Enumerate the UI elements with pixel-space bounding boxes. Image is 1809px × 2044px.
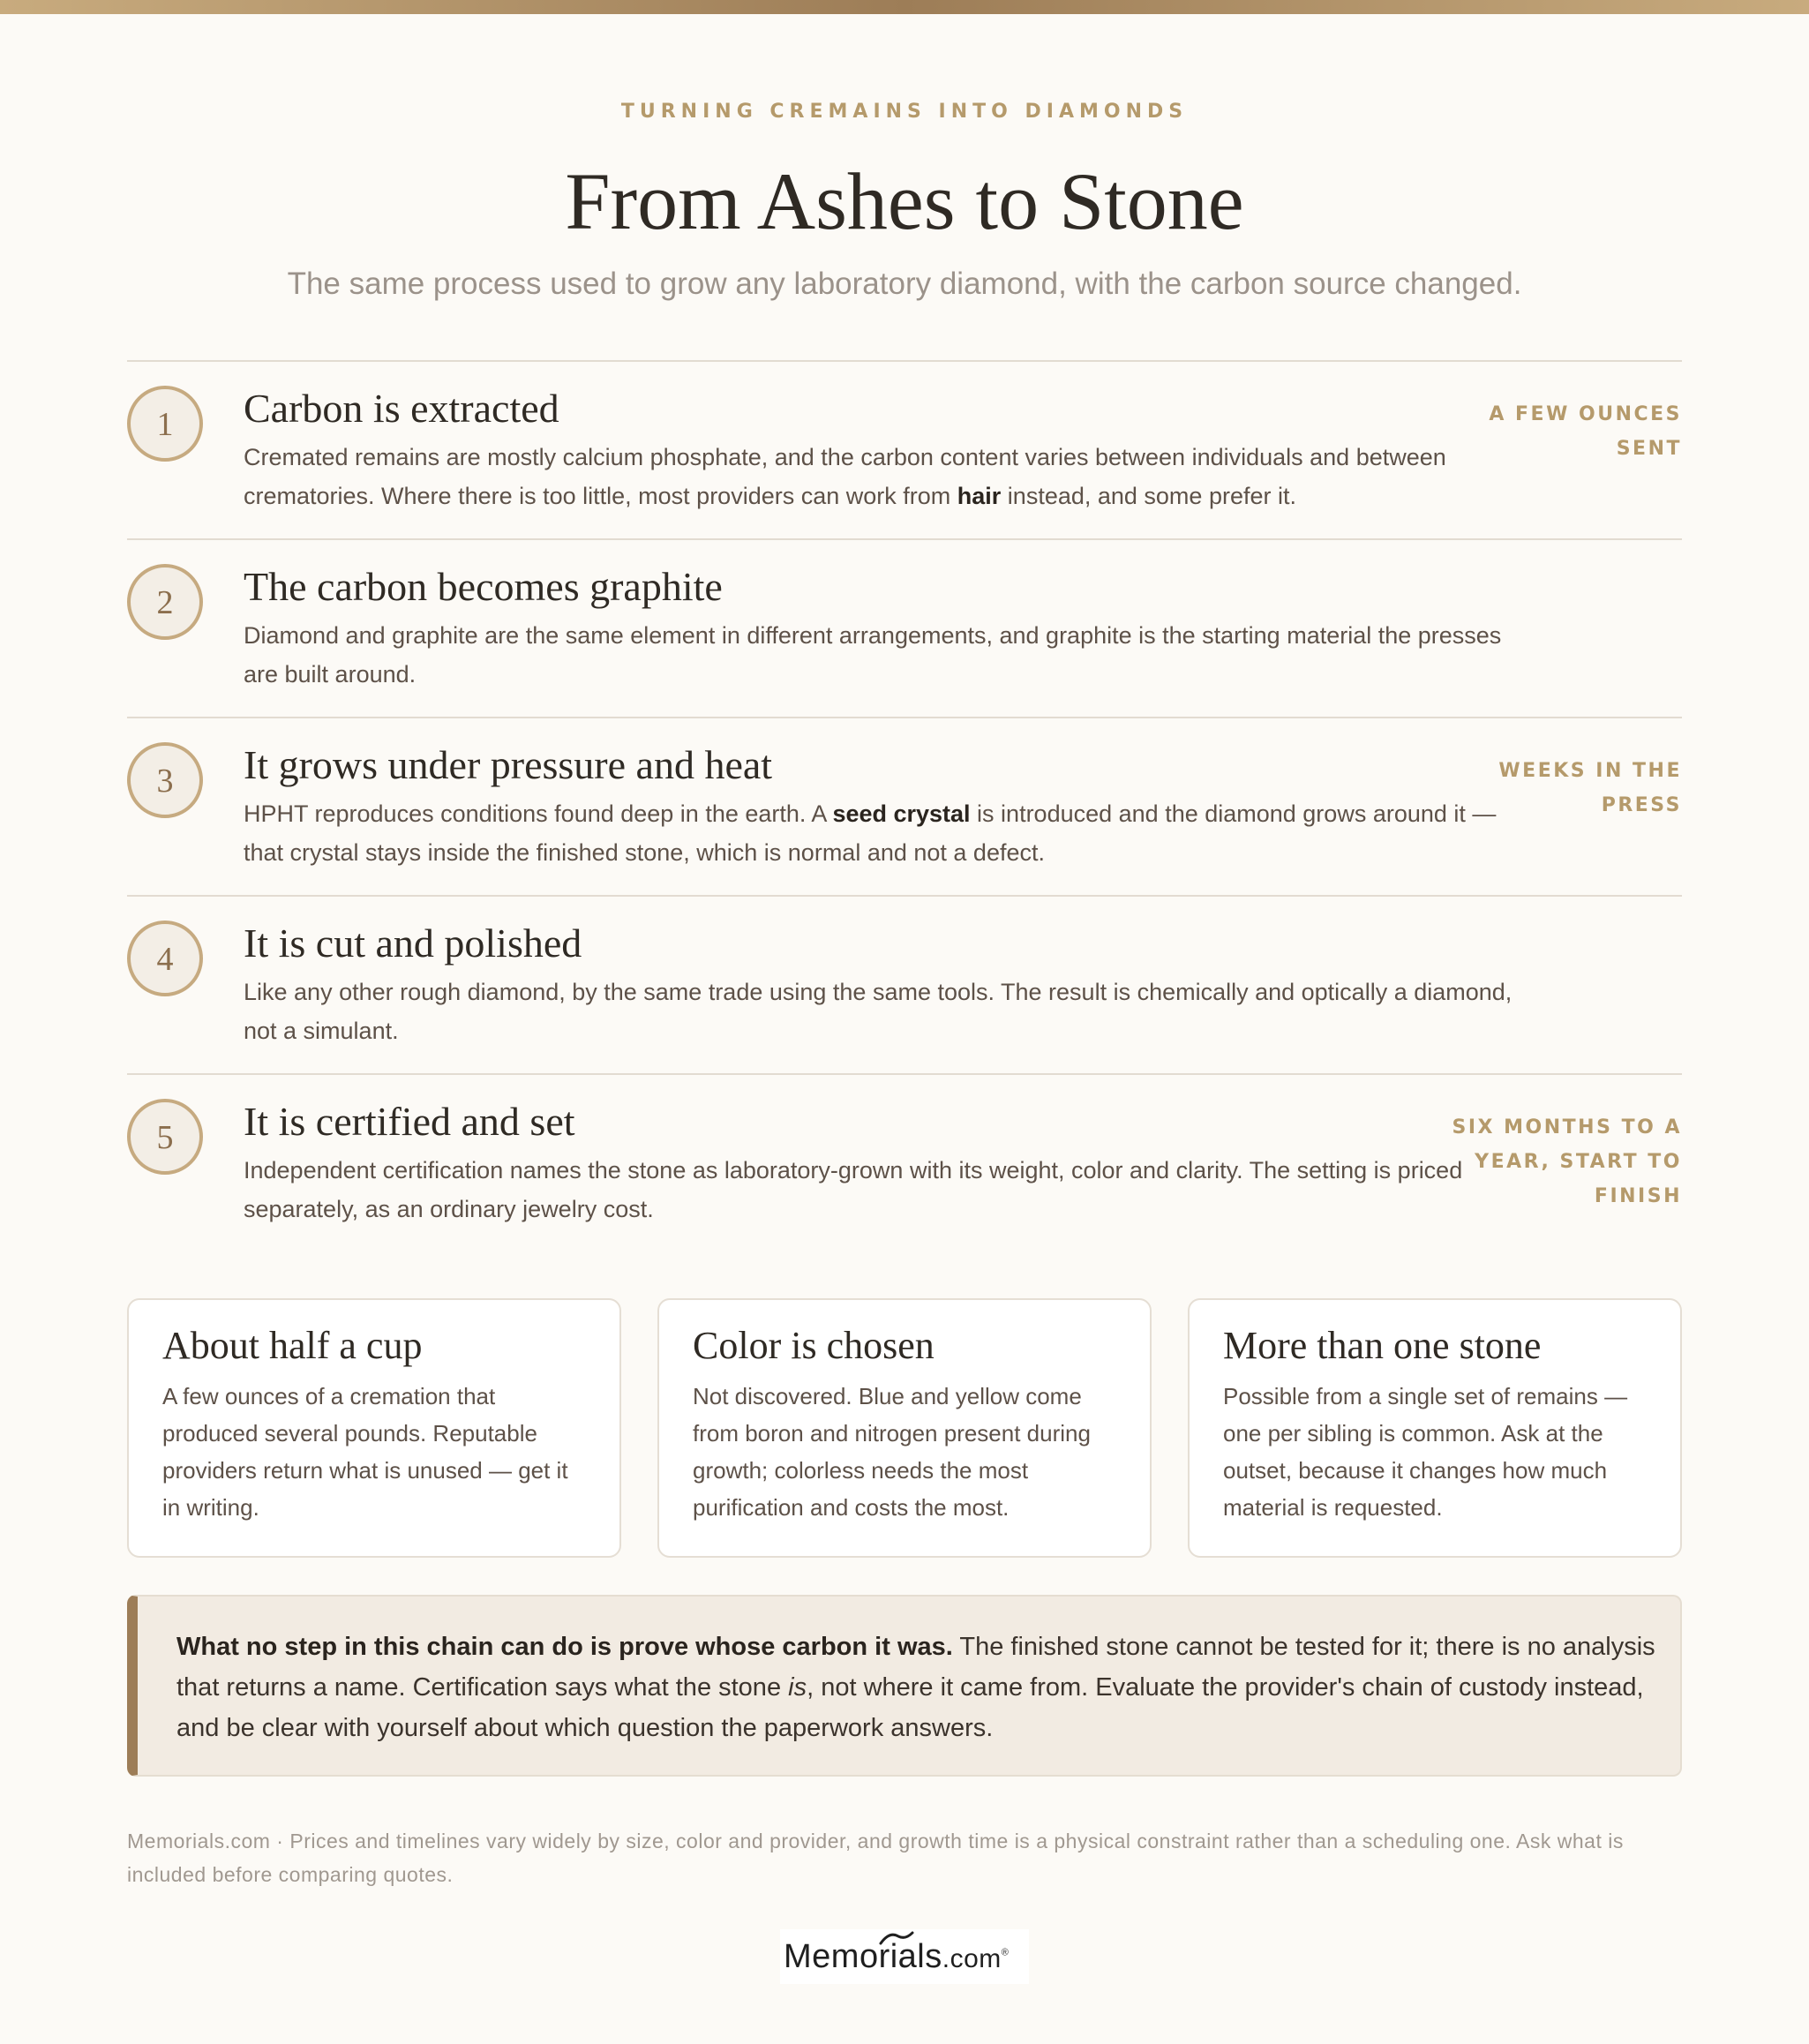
eyebrow: TURNING CREMAINS INTO DIAMONDS	[620, 101, 1189, 123]
page-title: From Ashes to Stone	[565, 156, 1244, 246]
callout-text: What no step in this chain can do is prove whose carbon it was. The finished stone cannot be tested for it; there is no analysis that returns a name. Certification says what the stone is, not where it came from. Evaluate the provider's chain of custody instead, and be clear with yourself about which question the paperwork answers.	[176, 1633, 1655, 1742]
step-emphasis: seed crystal	[832, 800, 971, 827]
step-description: Diamond and graphite are the same element in different arrangements, and graphite is the starting material the presses are built around.	[244, 622, 1502, 688]
memorials-logo[interactable]	[780, 1929, 1029, 1984]
page-subtitle: The same process used to grow any laboratory diamond, with the carbon source changed.	[287, 267, 1522, 301]
step-number-badge: 4	[127, 921, 203, 996]
info-card-color	[657, 1298, 1152, 1558]
step-title: It grows under pressure and heat	[244, 742, 773, 787]
card-body: A few ounces of a cremation that produced several pounds. Reputable providers return what is unused — get it in writing.	[162, 1383, 568, 1521]
step-description: Cremated remains are mostly calcium phosphate, and the carbon content varies between individuals and between crematories. Where there is too little, most providers can work from hair instead, and some prefer it.	[244, 444, 1446, 509]
footnote: Memorials.com · Prices and timelines vary widely by size, color and provider, and growth time is a physical constraint rather than a scheduling one. Ask what is included before comparing quotes.	[127, 1830, 1624, 1886]
step-description: Like any other rough diamond, by the same trade using the same tools. The result is chemically and optically a diamond, not a simulant.	[244, 979, 1513, 1044]
card-body: Possible from a single set of remains — one per sibling is common. Ask at the outset, because it changes how much material is requested.	[1223, 1383, 1628, 1521]
card-title: More than one stone	[1223, 1324, 1542, 1367]
logo-wordmark: Memorials.com®	[784, 1938, 1010, 1975]
step-number-badge: 3	[127, 742, 203, 818]
step-number-badge: 1	[127, 386, 203, 462]
step-note: SIX MONTHS TO A YEAR, START TO FINISH	[1452, 1116, 1682, 1207]
step-3	[127, 718, 1682, 897]
step-1	[127, 362, 1682, 540]
step-description: HPHT reproduces conditions found deep in the earth. A seed crystal is introduced and the diamond grows around it — that crystal stays inside the finished stone, which is normal and not a defect.	[244, 800, 1497, 866]
info-card-multiple-stones	[1188, 1298, 1682, 1558]
card-body: Not discovered. Blue and yellow come from boron and nitrogen present during growth; colorless needs the most purification and costs the most.	[693, 1383, 1091, 1521]
step-4	[127, 897, 1682, 1075]
card-title: About half a cup	[162, 1324, 423, 1367]
step-description: Independent certification names the stone as laboratory-grown with its weight, color and clarity. The setting is priced separately, as an ordinary jewelry cost.	[244, 1157, 1463, 1222]
callout-box	[127, 1595, 1682, 1777]
step-title: Carbon is extracted	[244, 386, 559, 431]
step-number-badge: 5	[127, 1099, 203, 1175]
step-title: The carbon becomes graphite	[244, 564, 723, 609]
step-5	[127, 1075, 1682, 1253]
step-note: WEEKS IN THE PRESS	[1498, 760, 1682, 816]
step-note: A FEW OUNCES SENT	[1489, 403, 1682, 460]
step-title: It is certified and set	[244, 1099, 575, 1144]
step-number-badge: 2	[127, 564, 203, 640]
callout-emphasis: What no step in this chain can do is prove whose carbon it was.	[176, 1633, 953, 1661]
step-title: It is cut and polished	[244, 921, 582, 966]
info-card-quantity	[127, 1298, 621, 1558]
card-title: Color is chosen	[693, 1324, 935, 1367]
info-cards	[127, 1298, 1682, 1558]
step-2	[127, 540, 1682, 718]
step-emphasis: hair	[957, 483, 1002, 509]
top-accent-bar	[0, 0, 1809, 14]
steps-list	[127, 360, 1682, 1253]
